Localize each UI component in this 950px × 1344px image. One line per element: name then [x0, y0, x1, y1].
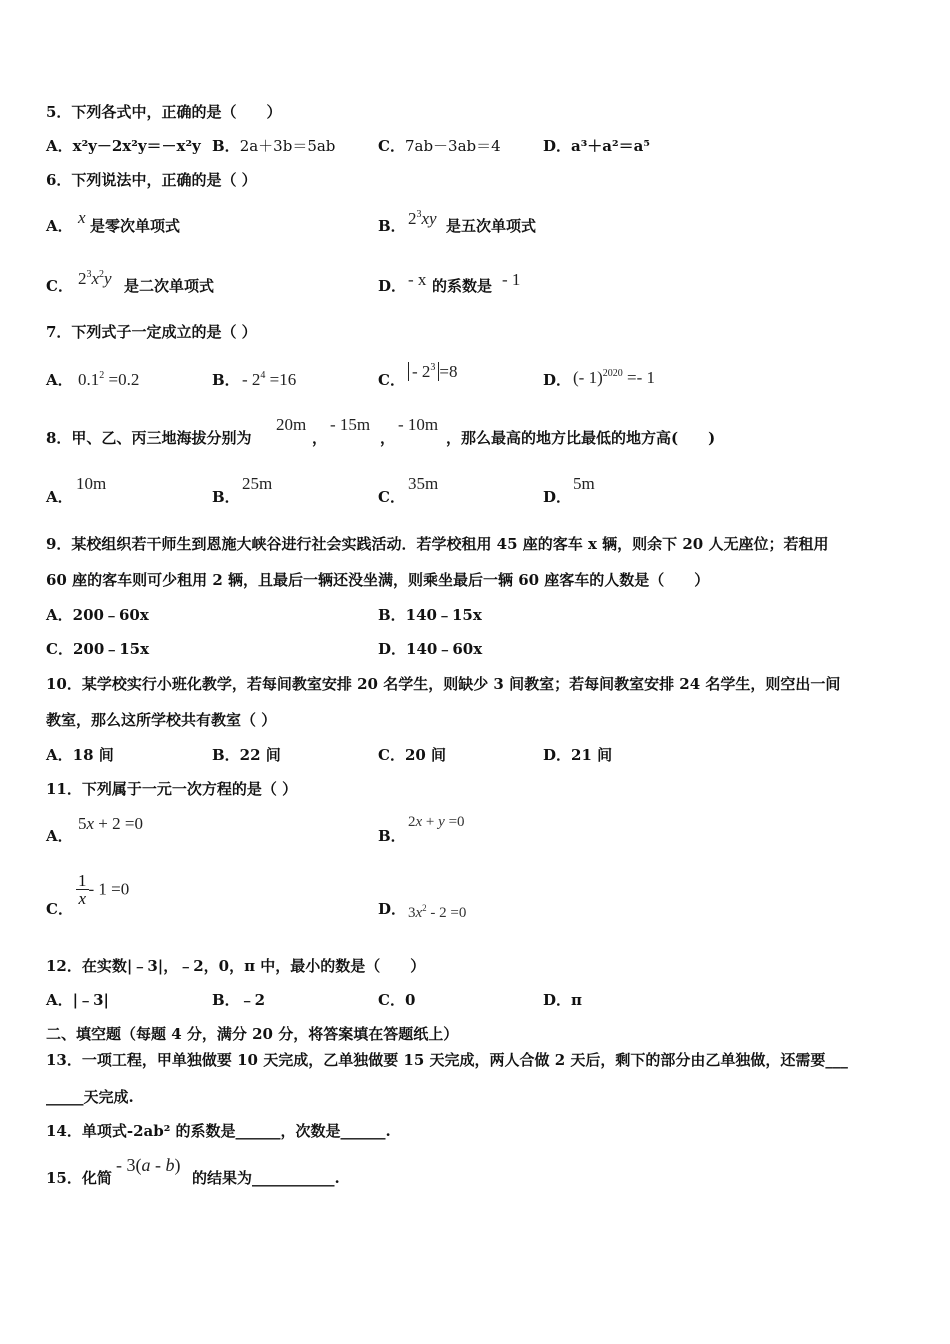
q7-d-math: (- 1)$^{2020}$ =- 1 [573, 368, 655, 387]
q9-line-1: 9．某校组织若干师生到恩施大峡谷进行社会实践活动．若学校租用 45 座的客车 x 辆，则余下 20 人无座位；若租用 [46, 535, 829, 553]
q11-c-denominator: x [78, 889, 87, 908]
q12-option-b: B．﹣2 [212, 991, 266, 1009]
q8-sep-2: ， [380, 429, 396, 447]
q10-line-1: 10．某学校实行小班化教学，若每间教室安排 20 名学生，则缺少 3 间教室；若每间教室安排 24 名学生，则空出一间 [46, 675, 841, 693]
q14-text: 14．单项式-2ab² 的系数是______，次数是______. [46, 1122, 391, 1140]
q7-option-a: A． [46, 371, 73, 389]
q9-option-b: B．140﹣15x [378, 606, 482, 624]
q8-b-math: 25m [242, 474, 273, 493]
q11-stem: 11．下列属于一元一次方程的是（ ） [46, 780, 298, 798]
q6-option-c: C． [46, 277, 73, 295]
q8-c-math: 35m [408, 474, 439, 493]
q7-c-math: - $2^3 =8$ [408, 358, 458, 382]
q15-start: 15．化简 [46, 1169, 112, 1187]
q8-value-2: - 15m [330, 415, 371, 434]
q8-sep-1: ， [312, 429, 328, 447]
q11-d-math: $3x^2 - 2 =0$ [408, 903, 467, 921]
q6-c-text: 是二次单项式 [124, 277, 215, 295]
q7-stem: 7．下列式子一定成立的是（ ） [46, 323, 257, 341]
q11-option-a: A． [46, 827, 73, 845]
q11-b-math: 2x + y =0 [408, 814, 465, 830]
q8-stem-start: 8．甲、乙、丙三地海拔分别为 [46, 429, 252, 447]
q12-option-c: C．0 [378, 991, 416, 1009]
q8-value-3: - 10m [398, 415, 439, 434]
q7-a-math: $0.1^2 =0.2$ [78, 370, 140, 389]
q6-d-math: - x [408, 270, 427, 289]
q9-line-2: 60 座的客车则可少租用 2 辆，且最后一辆还没坐满，则乘坐最后一辆 60 座客车的人数是（ ） [46, 571, 710, 589]
q10-option-a: A．18 间 [46, 746, 114, 764]
q9-option-d: D．140﹣60x [378, 640, 483, 658]
q11-option-c: C． [46, 900, 73, 918]
q11-c-rest: - 1 =0 [88, 879, 130, 899]
q5-stem: 5．下列各式中，正确的是（ ） [46, 103, 282, 121]
q6-a-math: x [78, 208, 86, 227]
q12-option-d: D．π [543, 991, 582, 1009]
q6-option-a: A． [46, 217, 73, 235]
q8-a-math: 10m [76, 474, 107, 493]
q11-option-d: D． [378, 900, 407, 918]
q13-line-2: _____天完成. [46, 1088, 134, 1106]
q8-option-c: C． [378, 488, 405, 506]
q8-option-a: A． [46, 488, 73, 506]
q11-option-b: B． [378, 827, 406, 845]
q5-option-c: C．7ab－3ab＝4 [378, 137, 501, 155]
q7-option-d: D． [543, 371, 572, 389]
q8-option-d: D． [543, 488, 572, 506]
section-2-title: 二、填空题（每题 4 分，满分 20 分，将答案填在答题纸上） [46, 1025, 459, 1043]
q9-option-c: C．200﹣15x [46, 640, 150, 658]
q8-d-math: 5m [573, 474, 595, 493]
q6-b-math: $2^3xy$ [408, 209, 437, 228]
q6-option-d: D． [378, 277, 407, 295]
q15-math: - 3(a - b) [116, 1155, 181, 1175]
q10-line-2: 教室，那么这所学校共有教室（ ） [46, 711, 277, 729]
q10-option-c: C．20 间 [378, 746, 447, 764]
q12-option-a: A．|﹣3| [46, 991, 109, 1009]
q10-option-b: B．22 间 [212, 746, 281, 764]
q6-stem: 6．下列说法中，正确的是（ ） [46, 171, 257, 189]
q6-c-math: $2^3x^2y$ [78, 269, 112, 288]
q7-option-c: C． [378, 371, 405, 389]
q5-option-d: D．a³＋a²＝a⁵ [543, 137, 650, 155]
q11-c-numerator: 1 [78, 871, 87, 890]
q6-a-text: 是零次单项式 [90, 217, 181, 235]
q6-b-text: 是五次单项式 [446, 217, 537, 235]
q6-option-b: B． [378, 217, 406, 235]
q12-stem: 12．在实数|﹣3|，﹣2，0，π 中，最小的数是（ ） [46, 957, 426, 975]
q15-end: 的结果为___________. [192, 1169, 340, 1187]
q6-d-text: 的系数是 [432, 277, 493, 295]
q6-d-math2: - 1 [502, 270, 521, 289]
q8-option-b: B． [212, 488, 240, 506]
q10-option-d: D．21 间 [543, 746, 613, 764]
q9-option-a: A．200﹣60x [46, 606, 149, 624]
q5-option-b: B．2a＋3b＝5ab [212, 137, 336, 155]
q8-value-1: 20m [276, 415, 307, 434]
q11-c-math [76, 872, 129, 907]
q11-a-math: 5x + 2 =0 [78, 814, 143, 833]
q7-option-b: B． [212, 371, 240, 389]
q8-stem-end: ，那么最高的地方比最低的地方高( ) [446, 429, 716, 447]
q5-option-a: A．x²y－2x²y＝－x²y [46, 137, 201, 155]
q7-b-math: - $2^4 =16$ [242, 370, 297, 389]
q13-line-1: 13．一项工程，甲单独做要 10 天完成，乙单独做要 15 天完成，两人合做 2 天后，剩下的部分由乙单独做，还需要___ [46, 1051, 848, 1069]
